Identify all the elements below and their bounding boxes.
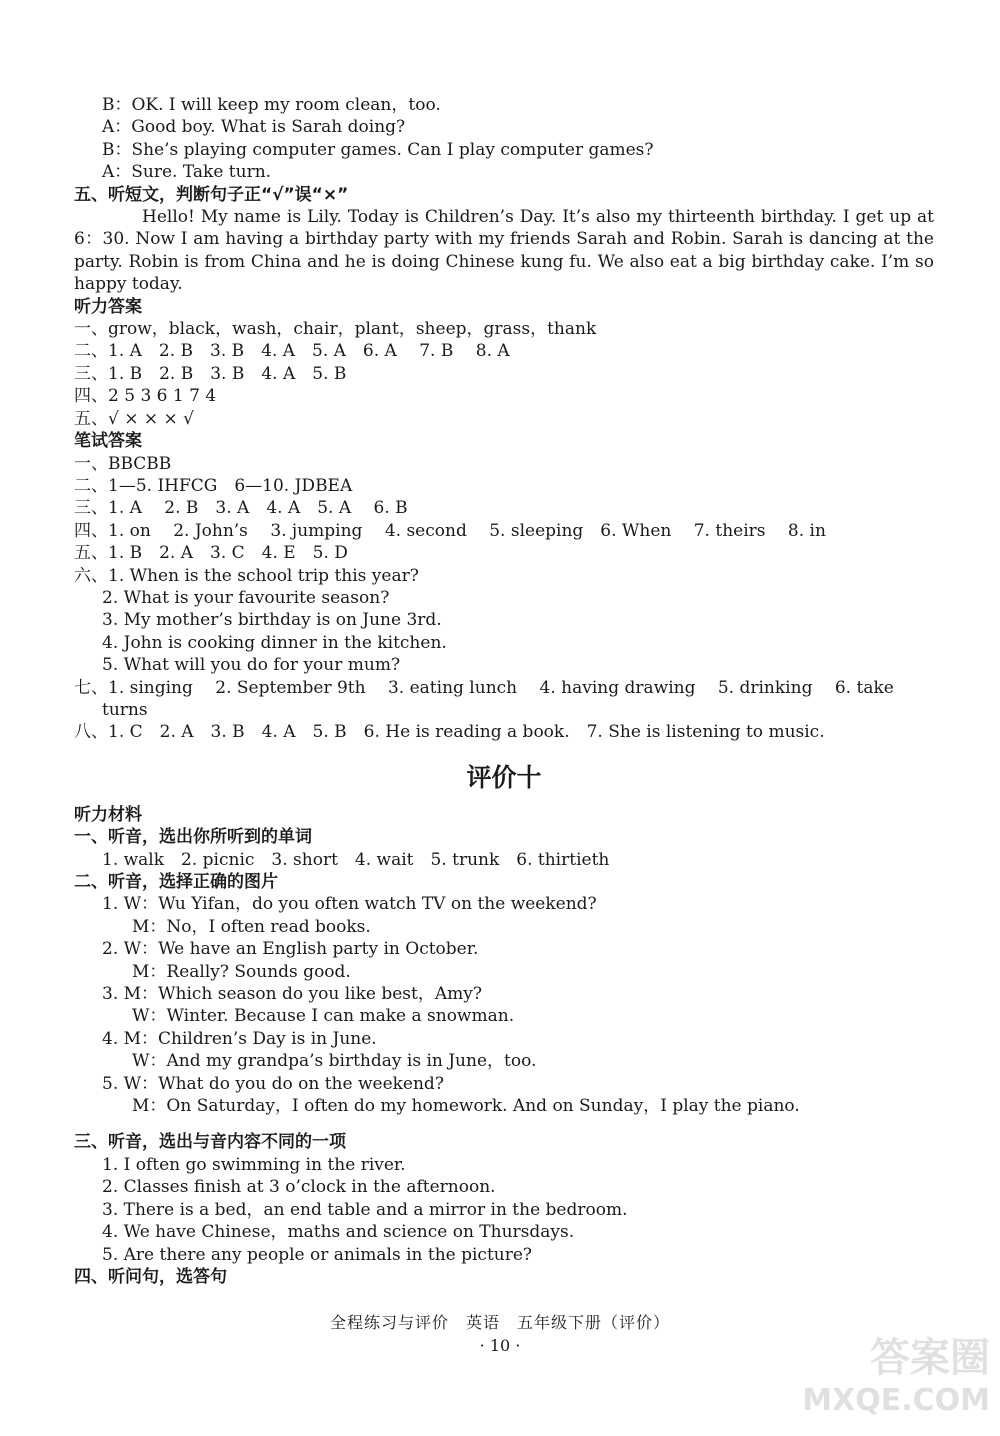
section-title: 评价十 xyxy=(466,762,542,792)
answer-line: 二、1. A 2. B 3. B 4. A 5. A 6. A 7. B 8. A xyxy=(74,341,510,362)
text-line: A：Good boy. What is Sarah doing? xyxy=(102,117,406,138)
answer-line: 六、1. When is the school trip this year? xyxy=(74,565,419,586)
text-line: A：Sure. Take turn. xyxy=(102,162,272,183)
dialog-line: 5. W：What do you do on the weekend? xyxy=(102,1073,444,1094)
dialog-line: M：Really? Sounds good. xyxy=(132,961,351,982)
written-answers-heading: 笔试答案 xyxy=(74,431,142,452)
page-footer: 全程练习与评价 英语 五年级下册（评价） xyxy=(329,1313,670,1332)
answer-line: 五、√ × × × √ xyxy=(74,408,195,429)
answer-line: 四、1. on 2. John’s 3. jumping 4. second 5. sleeping 6. When 7. theirs 8. in xyxy=(74,520,826,541)
text-line: 2. Classes finish at 3 o’clock in the afternoon. xyxy=(102,1177,496,1198)
listening-answers-heading: 听力答案 xyxy=(74,296,142,317)
answer-line: 七、1. singing 2. September 9th 3. eating lunch 4. having drawing 5. drinking 6. take xyxy=(74,677,894,698)
text-line: 5. Are there any people or animals in the picture? xyxy=(102,1244,533,1265)
listening-material-heading: 听力材料 xyxy=(74,804,142,825)
answer-line: 八、1. C 2. A 3. B 4. A 5. B 6. He is reading a book. 7. She is listening to music. xyxy=(74,722,825,743)
text-line: 4. We have Chinese，maths and science on Thursdays. xyxy=(102,1222,575,1243)
watermark-logo-text: 答案圈 xyxy=(870,1335,990,1381)
dialog-list xyxy=(74,893,934,1117)
answer-line: 二、1—5. IHFCG 6—10. JDBEA xyxy=(74,475,353,496)
text-line: 3. There is a bed，an end table and a mirror in the bedroom. xyxy=(102,1199,628,1220)
answer-line: 5. What will you do for your mum? xyxy=(102,655,401,676)
answer-line: 一、grow，black，wash，chair，plant，sheep，grass，thank xyxy=(74,319,597,340)
answer-line: 三、1. A 2. B 3. A 4. A 5. A 6. B xyxy=(74,498,408,519)
dialog-line: M：On Saturday，I often do my homework. And on Sunday，I play the piano. xyxy=(132,1096,800,1117)
answer-line: 三、1. B 2. B 3. B 4. A 5. B xyxy=(74,363,347,384)
dialog-line: 1. W：Wu Yifan，do you often watch TV on the weekend? xyxy=(102,894,597,915)
answer-line: 3. My mother’s birthday is on June 3rd. xyxy=(102,610,442,631)
part-heading: 二、听音，选择正确的图片 xyxy=(74,872,278,892)
dialog-line: 4. M：Children’s Day is in June. xyxy=(102,1028,377,1049)
answer-line: 4. John is cooking dinner in the kitchen. xyxy=(102,632,447,653)
document-body xyxy=(74,94,934,1288)
text-line: 1. walk 2. picnic 3. short 4. wait 5. trunk 6. thirtieth xyxy=(102,849,610,870)
dialog-line: M：No，I often read books. xyxy=(132,916,371,937)
part-heading: 一、听音，选出你所听到的单词 xyxy=(74,827,312,848)
answer-line: turns xyxy=(102,699,148,720)
text-line: 1. I often go swimming in the river. xyxy=(102,1154,406,1175)
dialog-line: 2. W：We have an English party in October. xyxy=(102,939,479,960)
text-line: B：She’s playing computer games. Can I play computer games? xyxy=(102,139,654,160)
passage-text: Hello! My name is Lily. Today is Children’s Day. It’s also my thirteenth birthday. I get up at 6：30. Now I am having a birthday party with my friends Sarah and Robin. Sarah is dancing at the party. Robin is from China and he is doing Chinese kung fu. We also eat a big birthday cake. I’m so happy today. xyxy=(74,207,934,295)
answer-line: 2. What is your favourite season? xyxy=(102,587,390,608)
part-heading: 四、听问句，选答句 xyxy=(74,1266,227,1287)
watermark-logo xyxy=(800,1332,990,1428)
answer-line: 一、BBCBB xyxy=(74,453,172,474)
dialog-top xyxy=(74,94,934,184)
answer-line: 四、2 5 3 6 1 7 4 xyxy=(74,386,217,407)
dialog-line: 3. M：Which season do you like best，Amy? xyxy=(102,984,482,1005)
answer-line: 五、1. B 2. A 3. C 4. E 5. D xyxy=(74,543,348,564)
text-line: B：OK. I will keep my room clean，too. xyxy=(102,95,441,115)
part-heading: 三、听音，选出与音内容不同的一项 xyxy=(74,1132,346,1153)
dialog-line: W：And my grandpa’s birthday is in June，too. xyxy=(132,1051,537,1072)
page-number: · 10 · xyxy=(479,1336,521,1355)
section-heading: 五、听短文，判断句子正“√”误“×” xyxy=(74,184,349,205)
watermark-url: MXQE.COM xyxy=(802,1383,990,1418)
dialog-line: W：Winter. Because I can make a snowman. xyxy=(132,1006,515,1027)
